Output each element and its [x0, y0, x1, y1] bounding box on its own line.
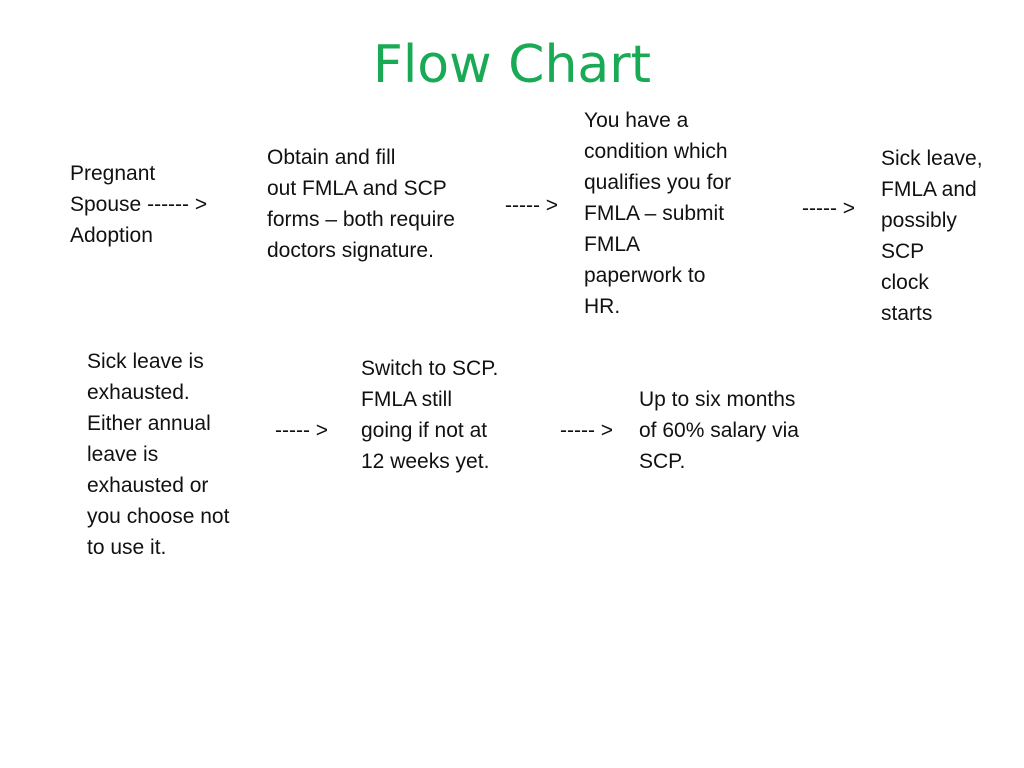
step-text-line: paperwork to: [584, 264, 706, 287]
step-text-line: to use it.: [87, 536, 167, 559]
flow-step-start: [70, 158, 207, 251]
page-title: Flow Chart: [372, 35, 652, 95]
step-text-line: HR.: [584, 295, 621, 318]
step-text-line: [70, 189, 207, 220]
flow-step-salary: [639, 384, 799, 477]
step-text-line: exhausted.: [87, 381, 190, 404]
step-text-line: Switch to SCP.: [361, 357, 499, 380]
step-text-line: out FMLA and SCP: [267, 177, 447, 200]
step-text-line: leave is: [87, 443, 159, 466]
step-text-line: Adoption: [70, 224, 153, 247]
flow-step-exhausted: [87, 346, 229, 563]
flow-step-clock: [881, 143, 983, 329]
step-text-line: condition which: [584, 140, 728, 163]
step-text-line: Sick leave,: [881, 147, 983, 170]
step-text-line: FMLA still: [361, 388, 453, 411]
flow-arrow: ----- >: [802, 197, 856, 220]
step-text-line: clock: [881, 271, 929, 294]
step-text-fragment: Spouse: [70, 193, 142, 216]
step-text-line: Up to six months: [639, 388, 796, 411]
flow-step-submit: [584, 105, 731, 322]
step-text-line: going if not at: [361, 419, 488, 442]
step-text-line: SCP.: [639, 450, 686, 473]
flow-arrow: ----- >: [560, 419, 614, 442]
step-text-line: Sick leave is: [87, 350, 204, 373]
step-text-line: forms – both require: [267, 208, 455, 231]
flow-arrow: ----- >: [275, 419, 329, 442]
step-text-line: FMLA – submit: [584, 202, 725, 225]
step-text-line: Obtain and fill: [267, 146, 396, 169]
step-text-line: 12 weeks yet.: [361, 450, 490, 473]
step-text-line: FMLA: [584, 233, 641, 256]
step-text-line: Either annual: [87, 412, 211, 435]
step-text-line: SCP: [881, 240, 925, 263]
flow-arrow: ----- >: [505, 194, 559, 217]
flow-arrow: ------ >: [147, 193, 208, 216]
step-text-line: starts: [881, 302, 933, 325]
flow-step-forms: [267, 142, 455, 266]
step-text-line: doctors signature.: [267, 239, 434, 262]
step-text-line: qualifies you for: [584, 171, 732, 194]
step-text-line: FMLA and: [881, 178, 977, 201]
step-text-line: of 60% salary via: [639, 419, 799, 442]
step-text-line: You have a: [584, 109, 689, 132]
flow-step-switch-scp: [361, 353, 498, 477]
step-text-line: Pregnant: [70, 162, 156, 185]
step-text-line: possibly: [881, 209, 957, 232]
step-text-line: you choose not: [87, 505, 230, 528]
step-text-line: exhausted or: [87, 474, 209, 497]
